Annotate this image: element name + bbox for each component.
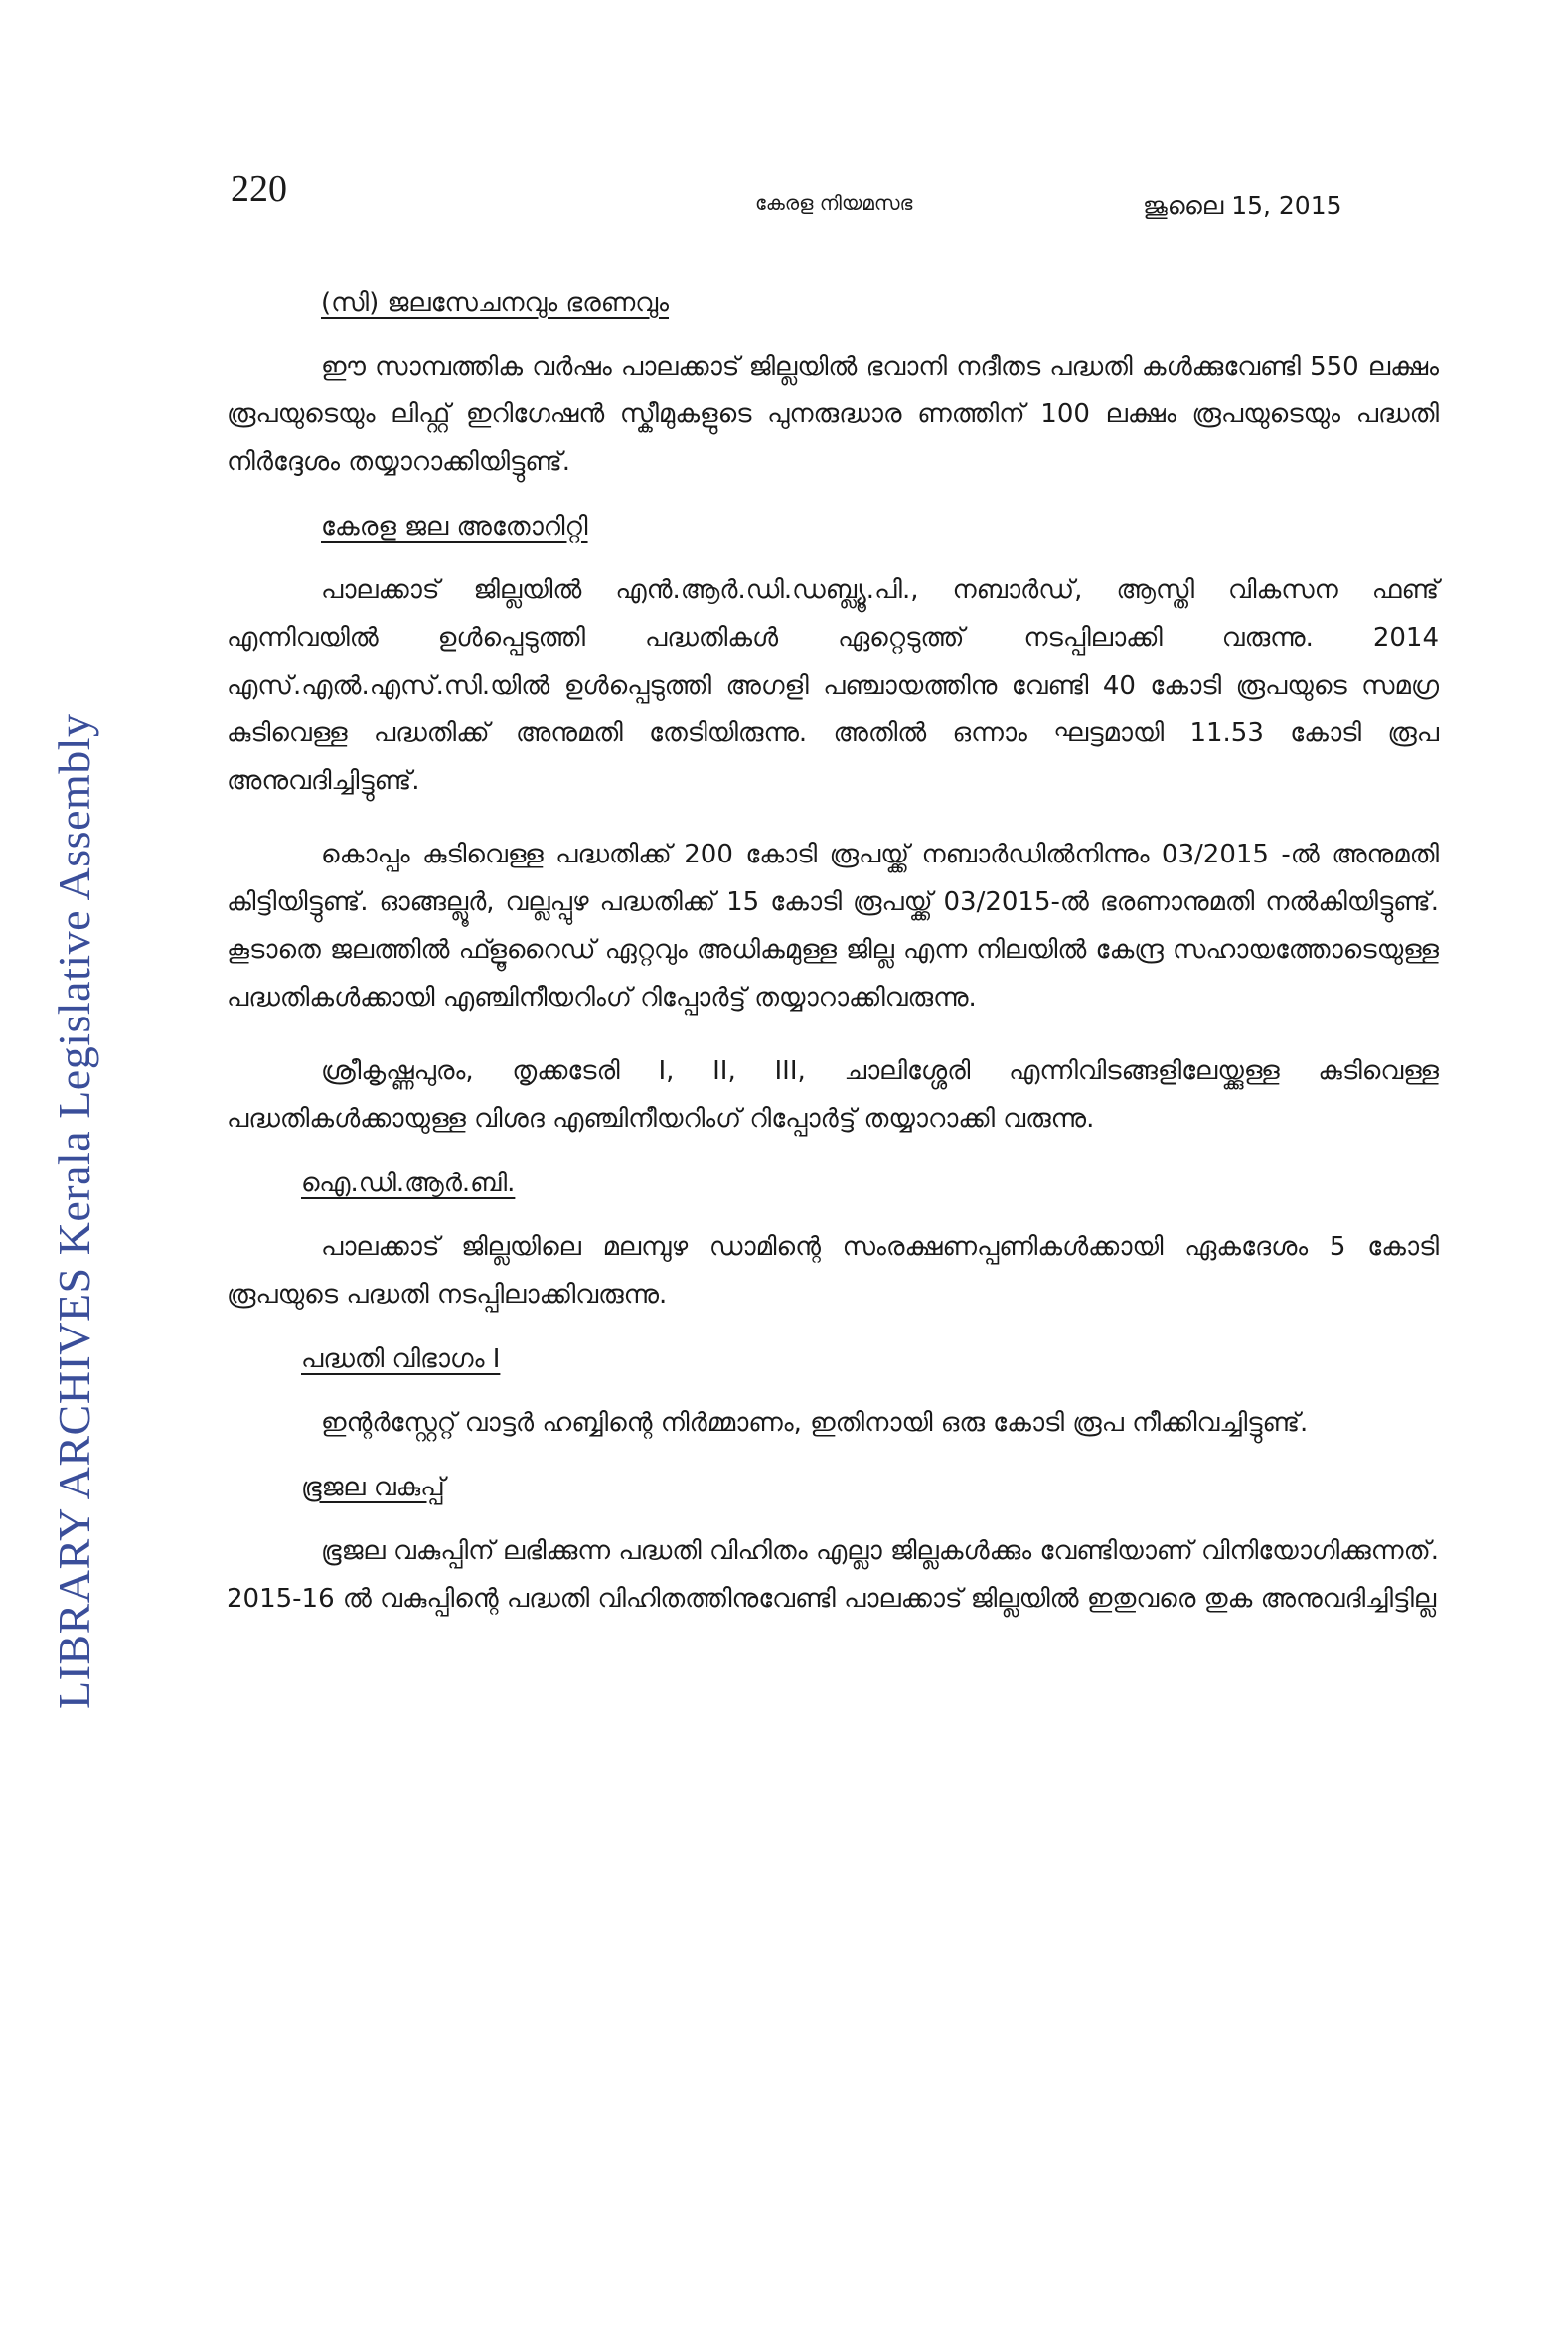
section-irrigation	[227, 288, 1439, 486]
section-heading: കേരള ജല അതോറിറ്റി	[321, 512, 588, 542]
section-heading: ഐ.ഡി.ആർ.ബി.	[301, 1169, 516, 1198]
section-heading: (സി) ജലസേചനവും ഭരണവും	[321, 288, 669, 318]
section-project-division	[227, 1344, 1439, 1447]
section-water-authority	[227, 512, 1439, 1143]
running-title: കേരള നിയമസഭ	[755, 191, 913, 215]
paragraph: ഈ സാമ്പത്തിക വർഷം പാലക്കാട് ജില്ലയിൽ ഭവാനി നദീതട പദ്ധതി കൾക്കുവേണ്ടി 550 ലക്ഷം രൂപയുടെയും ലിഫ്റ്റ് ഇറിഗേഷൻ സ്കീമുകളുടെ പുനരുദ്ധാര ണത്തിന് 100 ലക്ഷം രൂപയുടെയും പദ്ധതി നിർദ്ദേശം തയ്യാറാക്കിയിട്ടുണ്ട്.	[227, 352, 1439, 477]
page-number: 220	[231, 168, 287, 210]
archive-watermark: LIBRARY ARCHIVES Kerala Legislative Assembly	[49, 713, 99, 1709]
paragraph: കൊപ്പം കുടിവെള്ള പദ്ധതിക്ക് 200 കോടി രൂപയ്ക്ക് നബാർഡിൽനിന്നും 03/2015 -ൽ അനുമതി കിട്ടിയിട്ടുണ്ട്. ഓങ്ങല്ലൂർ, വല്ലപ്പുഴ പദ്ധതിക്ക് 15 കോടി രൂപയ്ക്ക് 03/2015-ൽ ഭരണാനുമതി നൽകിയിട്ടുണ്ട്. കൂടാതെ ജലത്തിൽ ഫ്ളൂറൈഡ് ഏറ്റവും അധികമുള്ള ജില്ല എന്ന നിലയിൽ കേന്ദ്ര സഹായത്തോടെയുള്ള പദ്ധതികൾക്കായി എഞ്ചിനീയറിംഗ് റിപ്പോർട്ട് തയ്യാറാക്കിവരുന്നു.	[227, 840, 1439, 1013]
document-body	[227, 288, 1439, 1648]
paragraph: ശ്രീകൃഷ്ണപുരം, തൃക്കടേരി I, II, III, ചാലിശ്ശേരി എന്നിവിടങ്ങളിലേയ്ക്കുള്ള കുടിവെള്ള പദ്ധതികൾക്കായുള്ള വിശദ എഞ്ചിനീയറിംഗ് റിപ്പോർട്ട് തയ്യാറാക്കി വരുന്നു.	[227, 1056, 1439, 1134]
section-heading: പദ്ധതി വിഭാഗം I	[301, 1344, 501, 1374]
paragraph: ഭൂജല വകുപ്പിന് ലഭിക്കുന്ന പദ്ധതി വിഹിതം എല്ലാ ജില്ലകൾക്കും വേണ്ടിയാണ് വിനിയോഗിക്കുന്നത്. 2015-16 ൽ വകുപ്പിന്റെ പദ്ധതി വിഹിതത്തിനുവേണ്ടി പാലക്കാട് ജില്ലയിൽ ഇതുവരെ തുക അനുവദിച്ചിട്ടില്ല	[227, 1536, 1439, 1614]
header-date: ജൂലൈ 15, 2015	[1143, 191, 1342, 220]
paragraph: പാലക്കാട് ജില്ലയിലെ മലമ്പുഴ ഡാമിന്റെ സംരക്ഷണപ്പണികൾക്കായി ഏകദേശം 5 കോടി രൂപയുടെ പദ്ധതി നടപ്പിലാക്കിവരുന്നു.	[227, 1232, 1439, 1310]
section-idrb	[227, 1169, 1439, 1319]
paragraph: പാലക്കാട് ജില്ലയിൽ എൻ.ആർ.ഡി.ഡബ്ല്യൂ.പി., നബാർഡ്, ആസ്തി വികസന ഫണ്ട് എന്നിവയിൽ ഉൾപ്പെടുത്തി പദ്ധതികൾ ഏറ്റെടുത്ത് നടപ്പിലാക്കി വരുന്നു. 2014 എസ്.എൽ.എസ്.സി.യിൽ ഉൾപ്പെടുത്തി അഗളി പഞ്ചായത്തിനു വേണ്ടി 40 കോടി രൂപയുടെ സമഗ്ര കുടിവെള്ള പദ്ധതിക്ക് അനുമതി തേടിയിരുന്നു. അതിൽ ഒന്നാം ഘട്ടമായി 11.53 കോടി രൂപ അനുവദിച്ചിട്ടുണ്ട്.	[227, 575, 1439, 796]
section-heading: ഭൂജല വകുപ്പ്	[301, 1473, 445, 1502]
section-groundwater	[227, 1473, 1439, 1623]
paragraph: ഇന്റർസ്റ്റേറ്റ് വാട്ടർ ഹബ്ബിന്റെ നിർമ്മാണം, ഇതിനായി ഒരു കോടി രൂപ നീക്കിവച്ചിട്ടുണ്ട്.	[321, 1408, 1309, 1438]
